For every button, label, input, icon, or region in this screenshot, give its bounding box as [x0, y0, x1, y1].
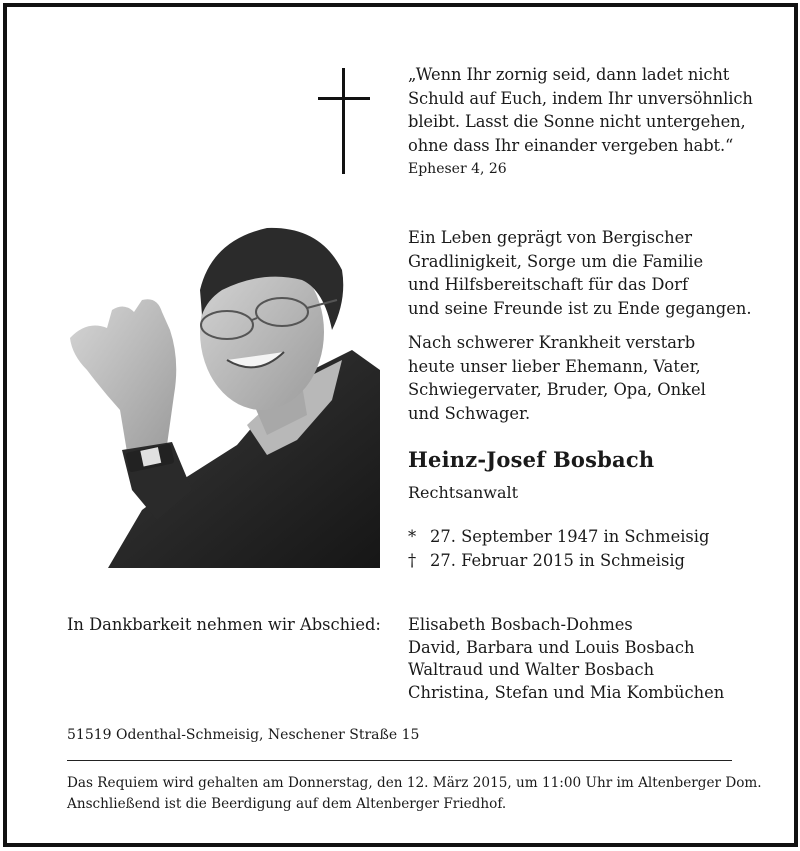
family-member: Christina, Stefan und Mia Kombüchen [408, 682, 725, 702]
quote-line: „Wenn Ihr zornig seid, dann ladet nicht [408, 65, 730, 84]
tribute-line: Ein Leben geprägt von Bergischer [408, 228, 693, 247]
announcement-line: heute unser lieber Ehemann, Vater, [408, 356, 701, 376]
service-line: Das Requiem wird gehalten am Donnerstag, den 12. März 2015, um 11:00 Uhr im Altenberger Dom. [67, 775, 762, 791]
birth-date: 27. September 1947 in Schmeisig [430, 527, 710, 546]
death-cross-icon: † [408, 551, 417, 570]
birth-line [408, 526, 709, 548]
death-line [408, 550, 685, 572]
tribute-paragraph [408, 226, 752, 320]
deceased-profession: Rechtsanwalt [408, 483, 519, 502]
family-member: Elisabeth Bosbach-Dohmes [408, 615, 633, 634]
service-line: Anschließend ist die Beerdigung auf dem Altenberger Friedhof. [67, 796, 507, 812]
family-member: David, Barbara und Louis Bosbach [408, 637, 695, 657]
announcement-line: und Schwager. [408, 403, 531, 423]
quote-line: bleibt. Lasst die Sonne nicht untergehen, [408, 112, 746, 132]
quote-reference: Epheser 4, 26 [408, 161, 507, 177]
bible-quote [408, 63, 753, 157]
death-date: 27. Februar 2015 in Schmeisig [430, 551, 685, 570]
announcement-line: Schwiegervater, Bruder, Opa, Onkel [408, 380, 706, 399]
tribute-line: und Hilfsbereitschaft für das Dorf [408, 275, 688, 294]
family-address: 51519 Odenthal-Schmeisig, Neschener Straße 15 [67, 727, 420, 743]
divider [67, 760, 732, 761]
announcement-paragraph [408, 331, 706, 425]
quote-line: Schuld auf Euch, indem Ihr unversöhnlich [408, 88, 753, 108]
farewell-label: In Dankbarkeit nehmen wir Abschied: [67, 615, 381, 634]
tribute-line: und seine Freunde ist zu Ende gegangen. [408, 298, 752, 318]
family-member: Waltraud und Walter Bosbach [408, 660, 655, 679]
quote-line: ohne dass Ihr einander vergeben habt.“ [408, 135, 734, 155]
cross-icon [318, 68, 372, 176]
family-list [408, 614, 724, 704]
birth-star-icon: * [408, 527, 417, 546]
deceased-name: Heinz-Josef Bosbach [408, 447, 655, 472]
portrait-photo [62, 220, 380, 568]
tribute-line: Gradlinigkeit, Sorge um die Familie [408, 251, 704, 271]
service-info [67, 773, 762, 815]
announcement-line: Nach schwerer Krankheit verstarb [408, 333, 696, 352]
